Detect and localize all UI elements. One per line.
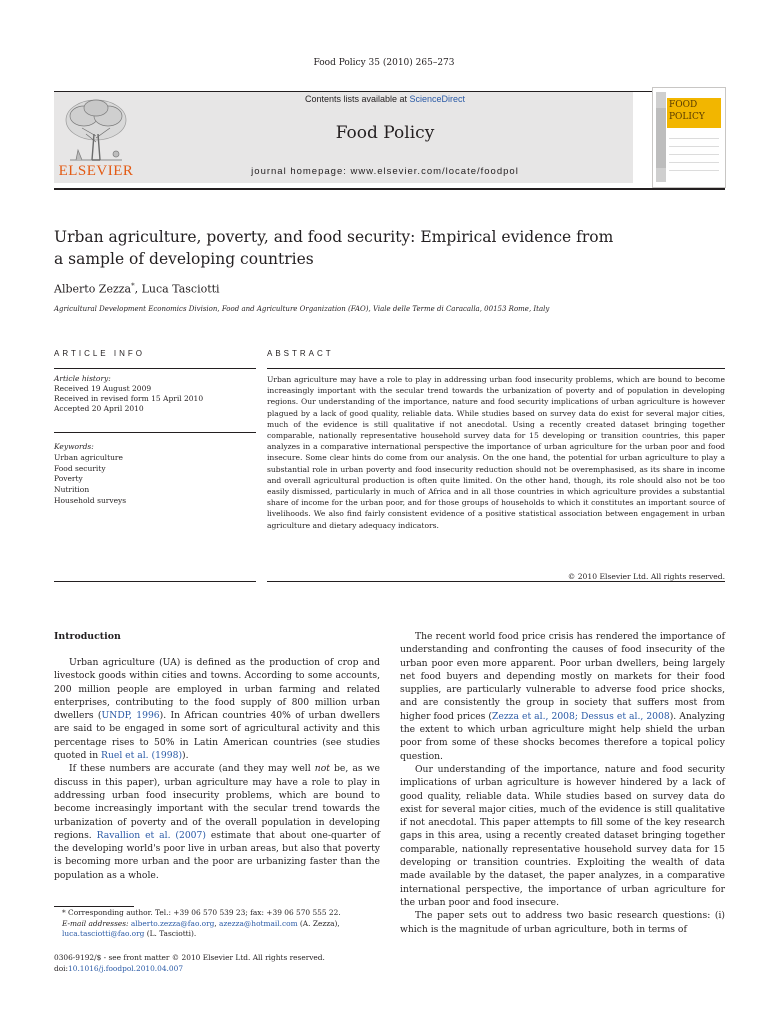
abstract-copyright: © 2010 Elsevier Ltd. All rights reserved. (567, 572, 725, 581)
doi-link[interactable]: 10.1016/j.foodpol.2010.04.007 (68, 964, 184, 974)
history-item: Accepted 20 April 2010 (54, 404, 144, 413)
cover-title-line2: POLICY (669, 112, 705, 122)
homepage-url[interactable]: www.elsevier.com/locate/foodpol (350, 166, 519, 177)
cover-title-panel (667, 98, 721, 128)
reference-link[interactable]: Ruel et al. (1998) (101, 750, 183, 762)
body-text: ). In African countries 40% of urban dwellers are said to be engaged in some sort of agricultural activity and this percentage rises to 50% in Latin American countries (see studies quoted in (54, 710, 380, 762)
sciencedirect-link[interactable]: ScienceDirect (409, 94, 466, 104)
body-text: Urban agriculture (UA) is defined as the production of crop and livestock goods within cities and towns. According to some accounts, 200 million people are employed in urban farming and related enterprises, contributing to the food supply of 800 million urban dwellers ( (54, 657, 380, 722)
homepage-prefix: journal homepage: (251, 166, 351, 177)
emphasis: not (314, 763, 330, 775)
body-paragraph: The paper sets out to address two basic research questions: (i) which is the magnitude of urban agriculture, both in terms of (400, 910, 725, 935)
journal-cover (652, 87, 726, 188)
author-separator: , (134, 282, 142, 296)
body-text: be, as we discuss in this paper), urban agriculture may have a role to play in addressing urban food insecurity problems, which are bound to become increasingly important with the secular trend towards the urbanization of poverty and of the overall population in developing regions. (54, 763, 380, 841)
article-title: Urban agriculture, poverty, and food security: Empirical evidence from a sample of developing countries (54, 228, 614, 268)
email-link[interactable]: luca.tasciotti@fao.org (62, 929, 145, 939)
header-bottom-rule (54, 188, 725, 190)
body-paragraph (54, 762, 380, 882)
doi-line (54, 963, 325, 974)
footnotes (54, 908, 380, 940)
body-text: The recent world food price crisis has rendered the importance of understanding and confronting the causes of food insecurity of the urban poor even more apparent. Poor urban dwellers, being largely net food buyers and depending mostly on markets for their food supplies, are particularly vulnerable to adverse food price shocks, and are consistently the group in society that suffers most from higher food prices ( (400, 631, 725, 722)
footnote-rule (54, 906, 134, 907)
keyword-item: Nutrition (54, 485, 90, 495)
corresponding-author-note: * Corresponding author. Tel.: +39 06 570 539 23; fax: +39 06 570 555 22. (62, 908, 341, 917)
reference-link[interactable]: Zezza et al., 2008; Dessus et al., 2008 (492, 710, 670, 722)
keyword-item: Poverty (54, 474, 83, 484)
history-label: Article history: (54, 374, 111, 383)
contents-prefix: Contents lists available at (304, 94, 410, 104)
abstract-heading: ABSTRACT (267, 349, 334, 358)
keyword-item: Household surveys (54, 495, 127, 505)
keyword-item: Urban agriculture (54, 452, 123, 462)
body-text: ). (182, 750, 189, 762)
keyword-item: Food security (54, 463, 106, 473)
reference-link[interactable]: Ravallion et al. (2007) (96, 829, 206, 841)
cover-rule (669, 162, 719, 163)
keywords (54, 442, 126, 507)
author-name[interactable]: Luca Tasciotti (141, 282, 220, 296)
author-list (54, 282, 220, 296)
body-text: estimate that about one-quarter of the developing world's poor live in urban areas, but also that poverty is becoming more urban and the poor are urbanizing faster than the population as a whole. (54, 829, 381, 881)
contents-line (140, 94, 630, 104)
body-paragraph: Our understanding of the importance, nature and food security implications of urban agriculture is however hindered by a lack of good quality, reliable data. While studies based on survey data do exist for several major cities, much of the evidence is still qualitative if not anecdotal. This paper attempts to fill some of the key research gaps in this area, using a recently created dataset bringing together comparable, nationally representative household survey data for 15 developing or transition countries. Exploiting the wealth of data made available by the dataset, the paper analyzes, in a comparative international perspective, the importance of urban agriculture for the urban poor and food insecure. (400, 763, 725, 908)
article-info-divider (54, 432, 256, 433)
cover-rule (669, 138, 719, 139)
cover-rule (669, 170, 719, 171)
affiliation: Agricultural Development Economics Division, Food and Agriculture Organization (FAO), Viale delle Terme di Caracalla, 00153 Rome, Italy (54, 305, 550, 313)
body-text: ). Analyzing the extent to which urban agriculture might help shield the urban poor from some of these shocks becomes therefore a topical policy question. (400, 710, 725, 762)
email-link[interactable]: azezza@hotmail.com (219, 918, 298, 928)
corresponding-author-mark[interactable]: * (131, 282, 135, 290)
journal-title: Food Policy (335, 123, 435, 143)
cover-rule (669, 146, 719, 147)
email-note: E-mail addresses: alberto.zezza@fao.org, azezza@hotmail.com (A. Zezza), luca.tasciotti@fao.org (L. Tasciotti). (62, 918, 340, 939)
journal-homepage (140, 166, 630, 177)
email-label: E-mail addresses: (62, 918, 129, 928)
author-name[interactable]: Alberto Zezza (54, 282, 132, 296)
doi-prefix: doi: (54, 964, 69, 974)
email-text: (L. Tasciotti). (144, 929, 197, 939)
abstract-rule (267, 368, 725, 369)
publisher-name: ELSEVIER (58, 163, 134, 179)
cover-rule (669, 154, 719, 155)
article-info-bottom-rule (54, 581, 256, 582)
history-item: Received in revised form 15 April 2010 (54, 394, 204, 403)
body-paragraph (400, 630, 725, 763)
reference-link[interactable]: UNDP, 1996 (101, 710, 160, 722)
section-heading: Introduction (54, 631, 121, 642)
article-info-heading: ARTICLE INFO (54, 349, 145, 358)
article-history (54, 374, 203, 414)
issn-line: 0306-9192/$ - see front matter © 2010 Elsevier Ltd. All rights reserved. (54, 953, 325, 962)
keywords-label: Keywords: (54, 442, 94, 451)
email-link[interactable]: alberto.zezza@fao.org (130, 918, 215, 928)
body-paragraph (54, 656, 380, 762)
body-column-right (400, 630, 725, 936)
body-text: If these numbers are accurate (and they may well (69, 763, 315, 775)
abstract-bottom-rule (267, 581, 725, 582)
front-matter (54, 952, 325, 974)
email-text: (A. Zezza), (297, 918, 340, 928)
history-item: Received 19 August 2009 (54, 384, 152, 393)
body-column-left (54, 656, 380, 882)
journal-citation: Food Policy 35 (2010) 265–273 (313, 58, 455, 68)
abstract-text: Urban agriculture may have a role to play in addressing urban food insecurity problems, which are bound to become increasingly important with the secular trend towards the urbanization of poverty and of population in developing regions. Our understanding of the importance, nature and food security implications of urban agriculture is however plagued by a lack of good quality, reliable data. While studies based on survey data do exist for several major cities, much of the evidence is still qualitative if not anecdotal. Using a recently created dataset bringing together comparable, nationally representative household survey data for 15 developing or transition countries, this paper analyzes in a comparative international perspective the importance of urban agriculture for the urban poor and food insecure. Some clear hints do come from our analysis. On the one hand, the potential for urban agriculture to play a substantial role in urban poverty and food insecurity reduction should not be overemphasised, as its share in income and overall agricultural production is often quite limited. On the other hand, though, its role should also not be too easily dismissed, particularly in much of Africa and in all those countries in which agriculture provides a substantial share of income for the urban poor, and for those groups of households to which it constitutes an important source of livelihoods. We also find fairly consistent evidence of a positive statistical association between engagement in urban agriculture and dietary adequacy indicators. (267, 375, 725, 530)
cover-title-line1: FOOD (669, 100, 698, 110)
cover-spine-accent (656, 108, 666, 168)
article-info-rule (54, 368, 256, 369)
